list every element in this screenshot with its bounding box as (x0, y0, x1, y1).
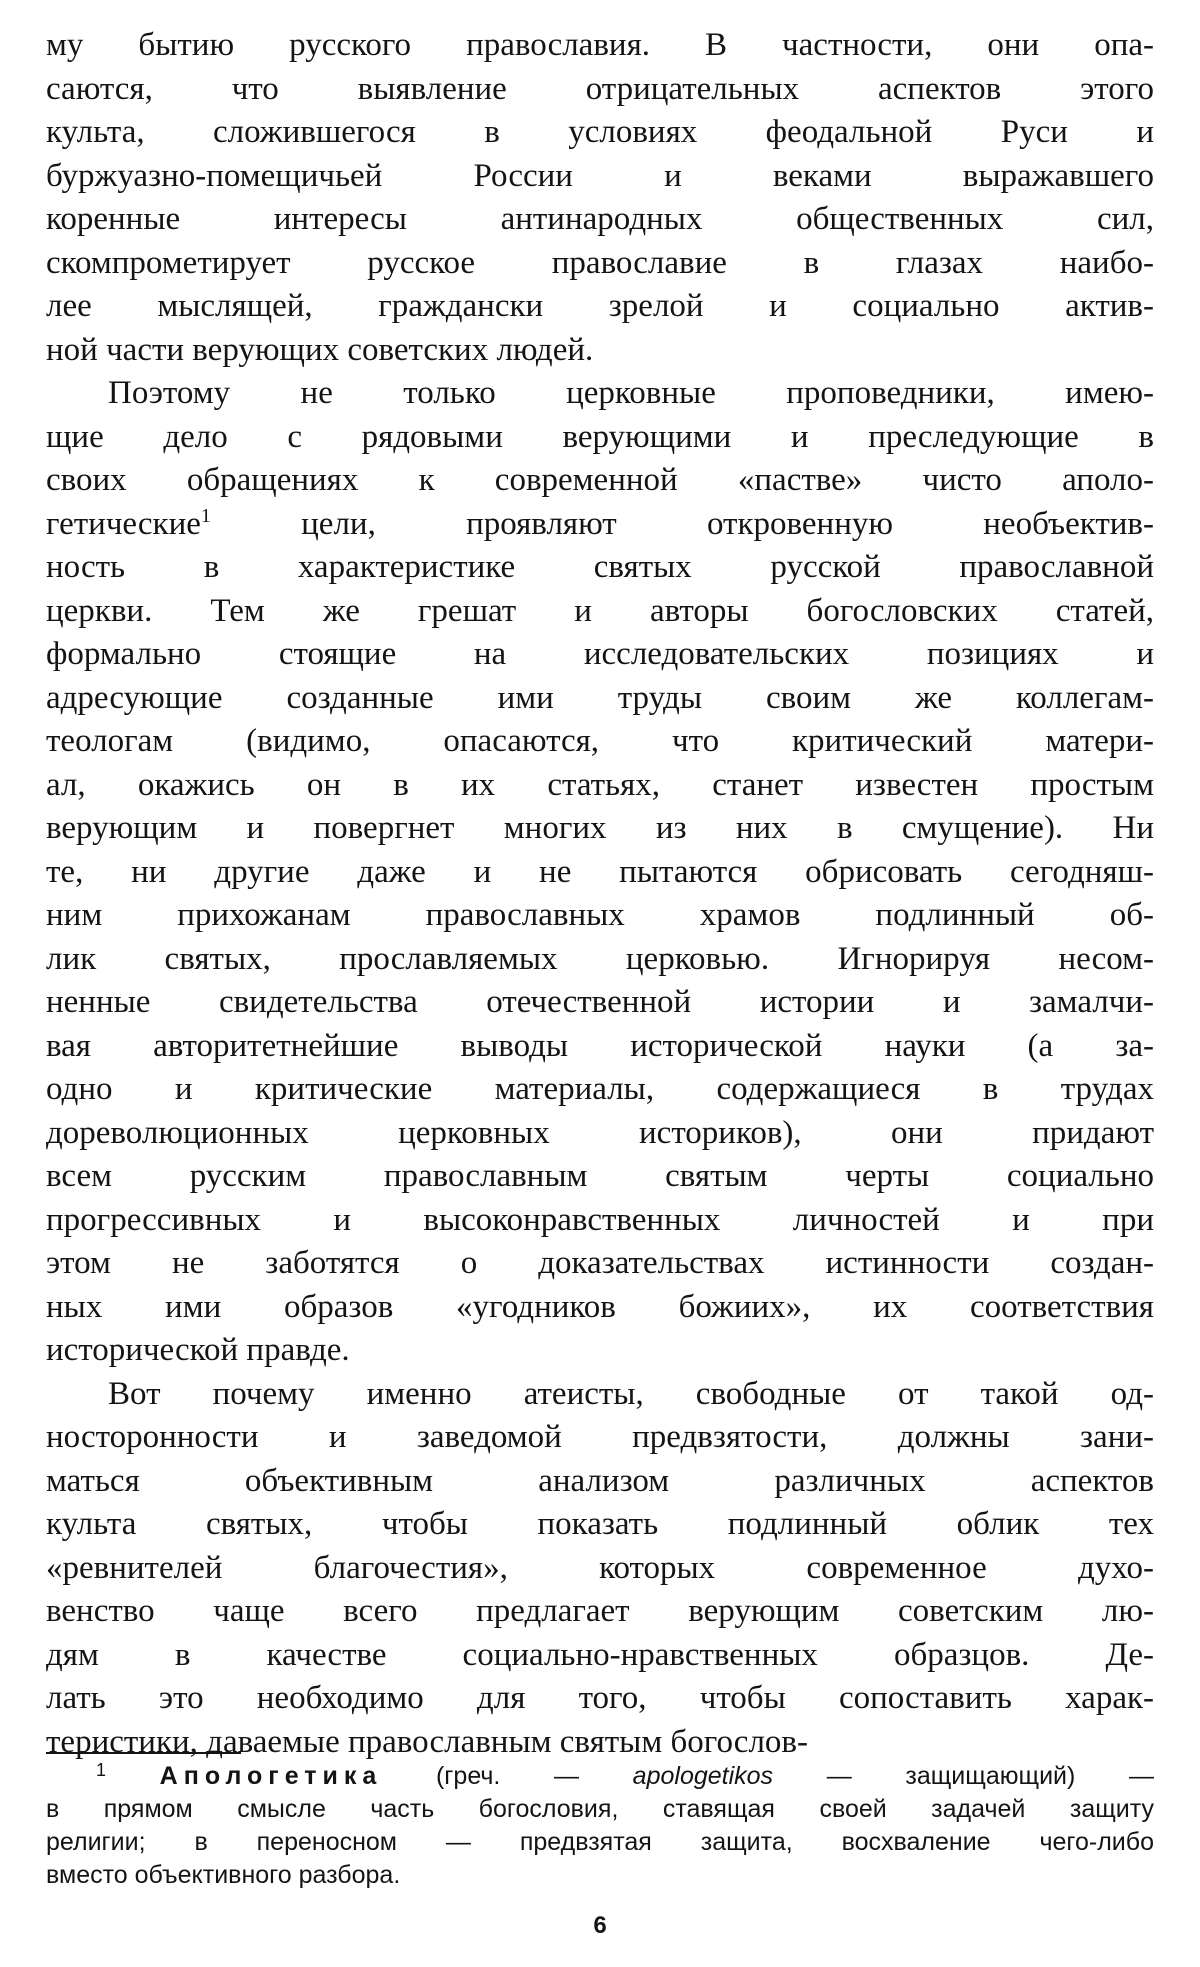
text-line: дореволюционных церковных историков), они придают (46, 1114, 1154, 1151)
main-text (46, 24, 1154, 1764)
footnote (46, 1760, 1154, 1892)
text-line: лик святых, прославляемых церковью. Игнорируя несом- (46, 940, 1154, 977)
footnote-paren-open: (греч. — (435, 1762, 580, 1790)
text-segment: цели, проявляют откровенную необъектив- (210, 505, 1154, 542)
text-line: саются, что выявление отрицательных аспектов этого (46, 70, 1154, 107)
text-line: «ревнителей благочестия», которых современное духо- (46, 1549, 1154, 1586)
text-segment: гетические (46, 505, 201, 542)
text-line: скомпрометирует русское православие в глазах наибо- (46, 244, 1154, 281)
text-line: культа святых, чтобы показать подлинный облик тех (46, 1506, 1154, 1542)
text-line: всем русским православным святым черты социально (46, 1158, 1154, 1194)
text-line: ность в характеристике святых русской православной (46, 549, 1154, 585)
paragraph-1 (46, 24, 1154, 372)
text-line: дям в качестве социально-нравственных образцов. Де- (46, 1636, 1154, 1673)
text-line: те, ни другие даже и не пытаются обрисовать сегодняш- (46, 853, 1154, 890)
text-line: верующим и повергнет многих из них в смущение). Ни (46, 810, 1154, 846)
text-line: теологам (видимо, опасаются, что критический матери- (46, 723, 1154, 759)
text-line: этом не заботятся о доказательствах истинности создан- (46, 1245, 1154, 1281)
text-line: щие дело с рядовыми верующими и преследующие в (46, 418, 1154, 455)
text-line: церкви. Тем же грешат и авторы богословских статей, (46, 592, 1154, 629)
footnote-greek-word: apologetikos (632, 1762, 774, 1790)
text-line: коренные интересы антинародных общественных сил, (46, 201, 1154, 237)
text-line: Вот почему именно атеисты, свободные от такой од- (108, 1375, 1154, 1412)
text-line (46, 503, 1154, 547)
text-line: ал, окажись он в их статьях, станет известен простым (46, 766, 1154, 803)
text-line: адресующие созданные ими труды своим же коллегам- (46, 679, 1154, 716)
footnote-line: религии; в переносном — предвзятая защита, восхваление чего-либо (46, 1828, 1154, 1856)
footnote-reference[interactable]: 1 (200, 504, 211, 527)
text-line: лать это необходимо для того, чтобы сопоставить харак- (46, 1680, 1154, 1716)
paragraph-2 (46, 372, 1154, 1373)
text-line: ненные свидетельства отечественной истории и замалчи- (46, 984, 1154, 1020)
text-line: му бытию русского православия. В частности, они опа- (46, 27, 1154, 63)
text-line: буржуазно-помещичьей России и веками выражавшего (46, 157, 1154, 194)
footnote-divider (46, 1752, 241, 1754)
text-line: носторонности и заведомой предвзятости, должны зани- (46, 1419, 1154, 1455)
footnote-line: в прямом смысле часть богословия, ставящая своей задачей защиту (46, 1795, 1154, 1823)
text-line: лее мыслящей, граждански зрелой и социально актив- (46, 288, 1154, 324)
text-line: прогрессивных и высоконравственных личностей и при (46, 1201, 1154, 1238)
text-line: венство чаще всего предлагает верующим советским лю- (46, 1593, 1154, 1629)
text-line: одно и критические материалы, содержащиеся в трудах (46, 1071, 1154, 1107)
footnote-term: Апологетика (159, 1762, 383, 1790)
page-number: 6 (593, 1912, 607, 1939)
text-line: своих обращениях к современной «пастве» чисто аполо- (46, 462, 1154, 498)
footnote-first-line (46, 1760, 1154, 1793)
text-line: культа, сложившегося в условиях феодальной Руси и (46, 114, 1154, 150)
text-line: Поэтому не только церковные проповедники, имею- (108, 375, 1154, 411)
text-line: маться объективным анализом различных аспектов (46, 1462, 1154, 1499)
text-line: исторической правде. (46, 1332, 350, 1368)
text-line: формально стоящие на исследовательских позициях и (46, 636, 1154, 672)
footnote-line: вместо объективного разбора. (46, 1861, 401, 1889)
text-line: теристики, даваемые православным святым богослов- (46, 1723, 808, 1760)
paragraph-3 (46, 1373, 1154, 1765)
text-line: ной части верующих советских людей. (46, 331, 594, 368)
footnote-mark: 1 (96, 1760, 107, 1780)
text-line: вая авторитетнейшие выводы исторической науки (а за- (46, 1027, 1154, 1064)
text-line: ных ими образов «угодников божиих», их соответствия (46, 1288, 1154, 1325)
text-line: ним прихожанам православных храмов подлинный об- (46, 897, 1154, 933)
footnote-paren-rest: — защищающий) — (826, 1762, 1154, 1790)
